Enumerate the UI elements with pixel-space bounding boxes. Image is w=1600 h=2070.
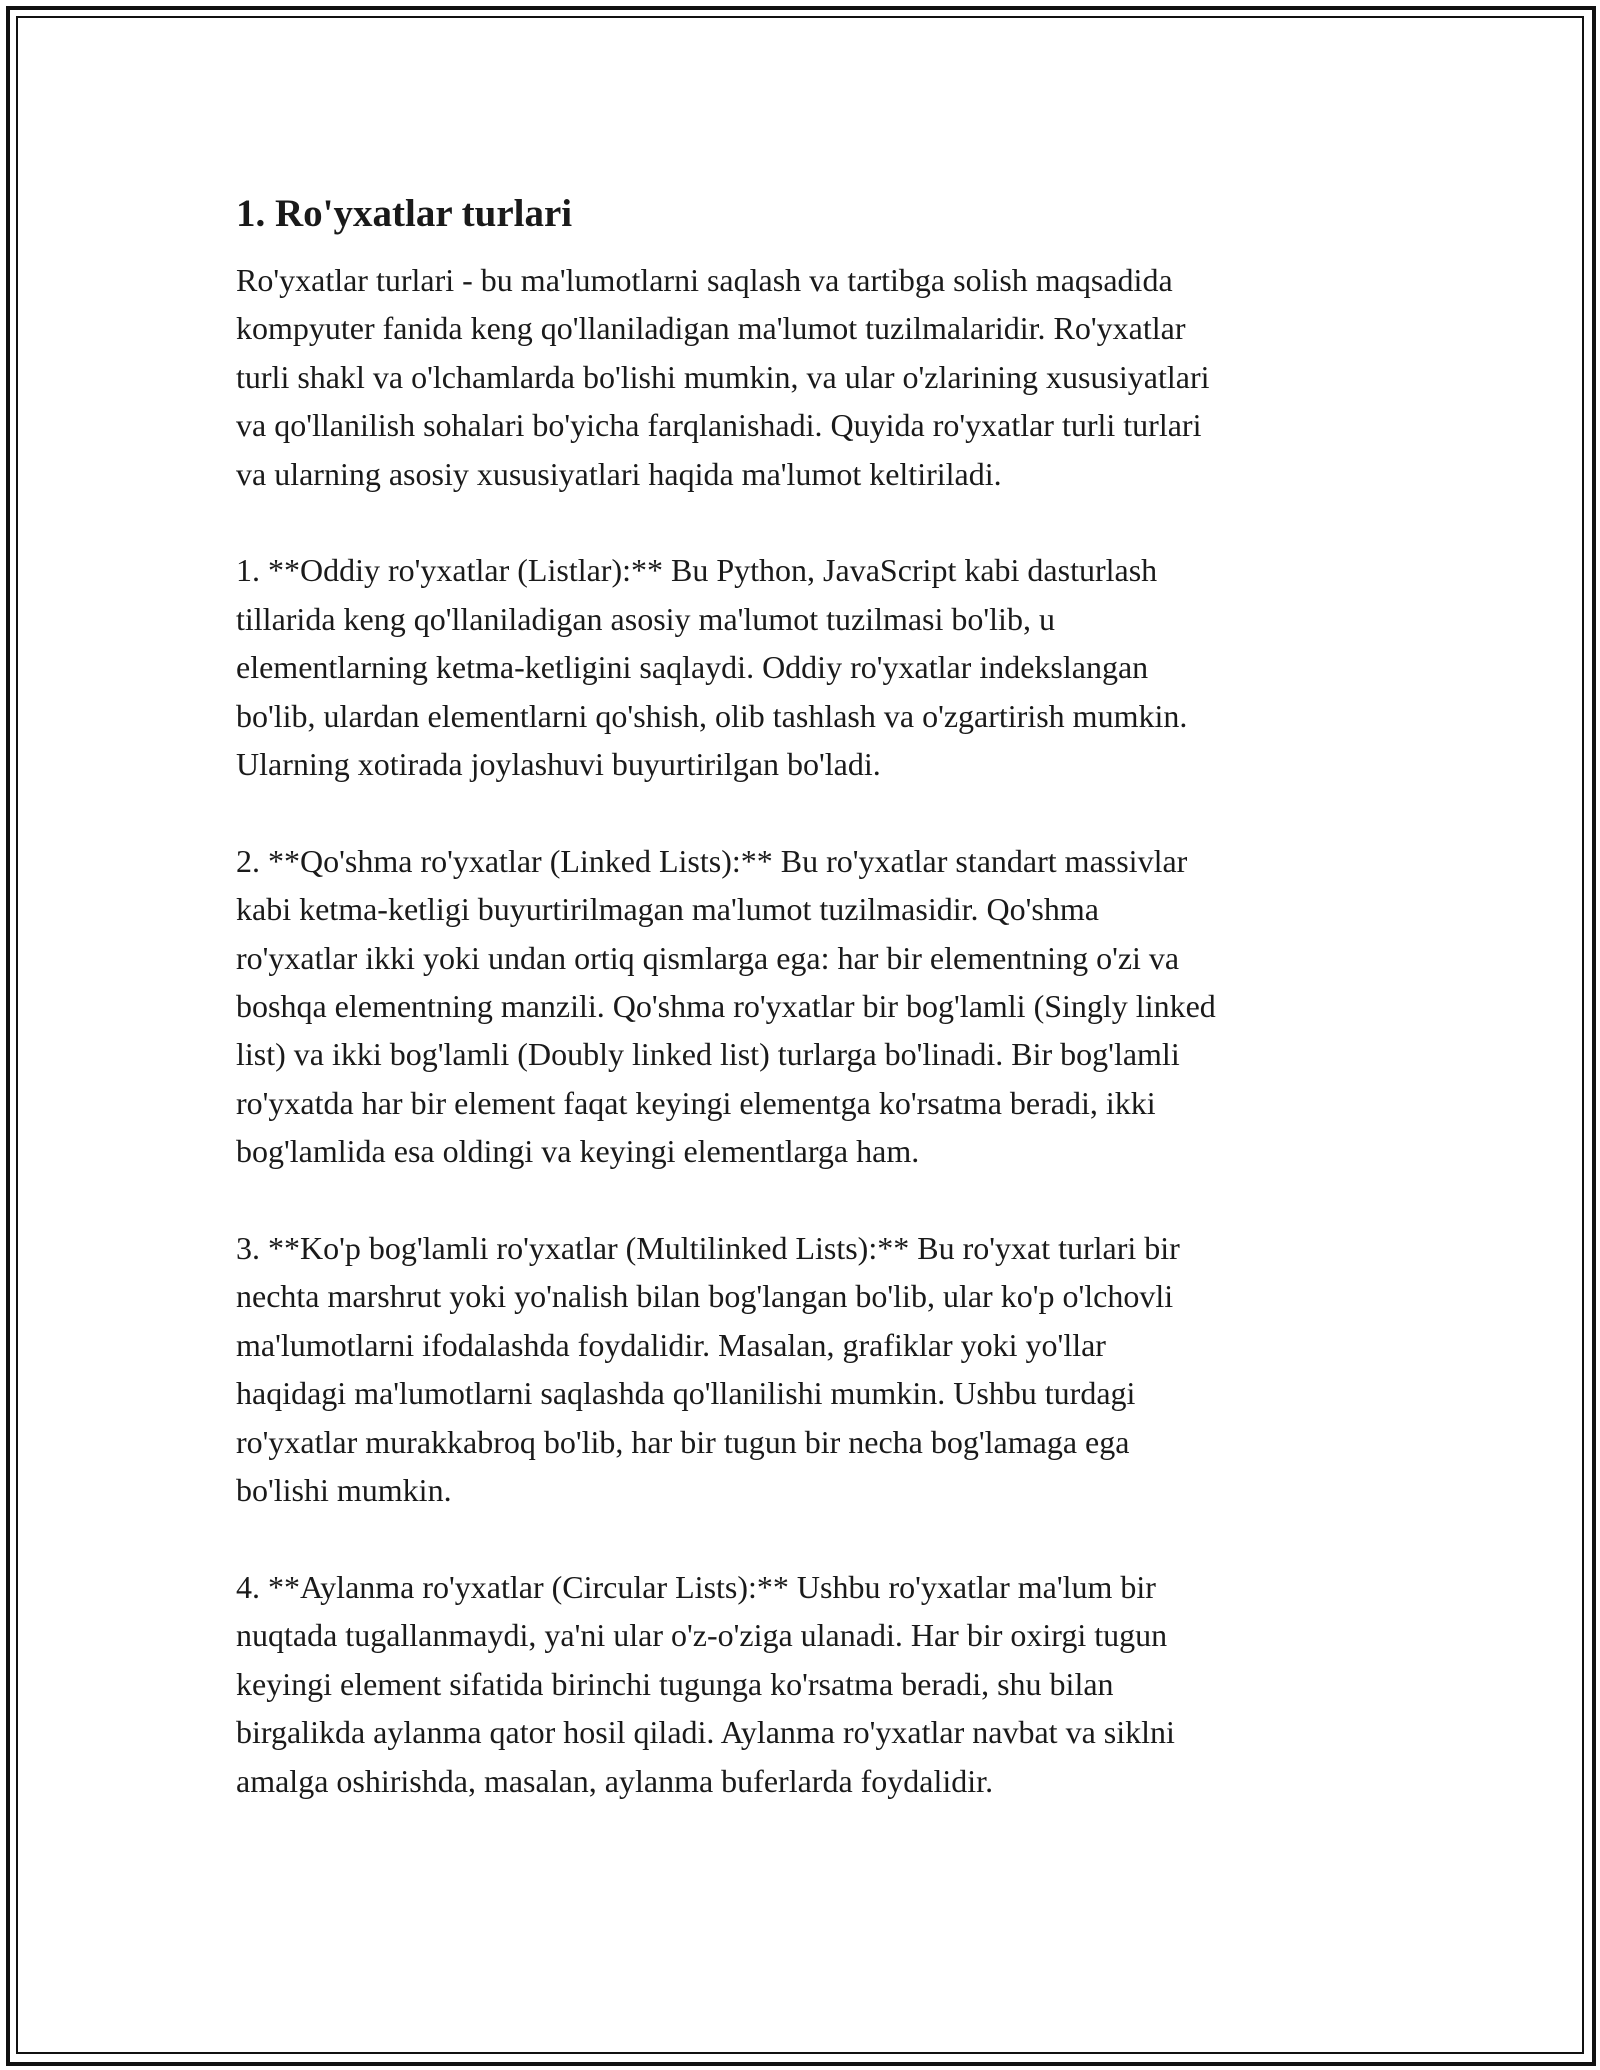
text-line: nuqtada tugallanmaydi, ya'ni ular o'z-o'ziga ulanadi. Har bir oxirgi tugun — [236, 1617, 1168, 1654]
text-line: Ularning xotirada joylashuvi buyurtirilgan bo'ladi. — [236, 746, 881, 783]
text-line: 1. **Oddiy ro'yxatlar (Listlar):** Bu Python, JavaScript kabi dasturlash — [236, 552, 1158, 589]
text-line: 2. **Qo'shma ro'yxatlar (Linked Lists):** Bu ro'yxatlar standart massivlar — [236, 842, 1188, 879]
text-line: elementlarning ketma-ketligini saqlaydi. Oddiy ro'yxatlar indekslangan — [236, 649, 1149, 686]
text-line: bo'lib, ulardan elementlarni qo'shish, olib tashlash va o'zgartirish mumkin. — [236, 697, 1188, 734]
text-line: va ularning asosiy xususiyatlari haqida ma'lumot keltiriladi. — [236, 455, 1002, 492]
text-line: keyingi element sifatida birinchi tugunga ko'rsatma beradi, shu bilan — [236, 1665, 1114, 1702]
text-line: Ro'yxatlar turlari - bu ma'lumotlarni saqlash va tartibga solish maqsadida — [236, 262, 1173, 298]
text-line: ma'lumotlarni ifodalashda foydalidir. Masalan, grafiklar yoki yo'llar — [236, 1326, 1106, 1363]
list-item-paragraph-2 — [236, 837, 1366, 1176]
document-body — [236, 182, 1366, 1805]
list-item-paragraph-4 — [236, 1563, 1366, 1805]
text-line: 3. **Ko'p bog'lamli ro'yxatlar (Multilinked Lists):** Bu ro'yxat turlari bir — [236, 1230, 1180, 1267]
text-line: kompyuter fanida keng qo'llaniladigan ma'lumot tuzilmalaridir. Ro'yxatlar — [236, 310, 1186, 347]
section-heading: 1. Ro'yxatlar turlari — [236, 192, 573, 235]
text-line: nechta marshrut yoki yo'nalish bilan bog'langan bo'lib, ular ko'p o'lchovli — [236, 1278, 1174, 1315]
text-line: 4. **Aylanma ro'yxatlar (Circular Lists):** Ushbu ro'yxatlar ma'lum bir — [236, 1568, 1156, 1605]
text-line: ro'yxatda har bir element faqat keyingi elementga ko'rsatma beradi, ikki — [236, 1084, 1156, 1121]
text-line: turli shakl va o'lchamlarda bo'lishi mumkin, va ular o'zlarining xususiyatlari — [236, 358, 1210, 395]
text-line: amalga oshirishda, masalan, aylanma buferlarda foydalidir. — [236, 1762, 994, 1799]
intro-paragraph — [236, 256, 1366, 498]
text-line: va qo'llanilish sohalari bo'yicha farqlanishadi. Quyida ro'yxatlar turli turlari — [236, 407, 1202, 444]
list-item-paragraph-3 — [236, 1224, 1366, 1514]
text-line: ro'yxatlar ikki yoki undan ortiq qismlarga ega: har bir elementning o'zi va — [236, 939, 1180, 976]
text-line: boshqa elementning manzili. Qo'shma ro'yxatlar bir bog'lamli (Singly linked — [236, 988, 1216, 1025]
list-item-paragraph-1 — [236, 546, 1366, 788]
text-line: birgalikda aylanma qator hosil qiladi. Aylanma ro'yxatlar navbat va siklni — [236, 1714, 1175, 1751]
text-line: kabi ketma-ketligi buyurtirilmagan ma'lumot tuzilmasidir. Qo'shma — [236, 891, 1099, 928]
text-line: bog'lamlida esa oldingi va keyingi elementlarga ham. — [236, 1133, 920, 1170]
text-line: bo'lishi mumkin. — [236, 1472, 452, 1509]
text-line: tillarida keng qo'llaniladigan asosiy ma'lumot tuzilmasi bo'lib, u — [236, 600, 1055, 637]
text-line: list) va ikki bog'lamli (Doubly linked list) turlarga bo'linadi. Bir bog'lamli — [236, 1036, 1180, 1073]
text-line: haqidagi ma'lumotlarni saqlashda qo'llanilishi mumkin. Ushbu turdagi — [236, 1375, 1136, 1412]
text-line: ro'yxatlar murakkabroq bo'lib, har bir tugun bir necha bog'lamaga ega — [236, 1423, 1130, 1460]
